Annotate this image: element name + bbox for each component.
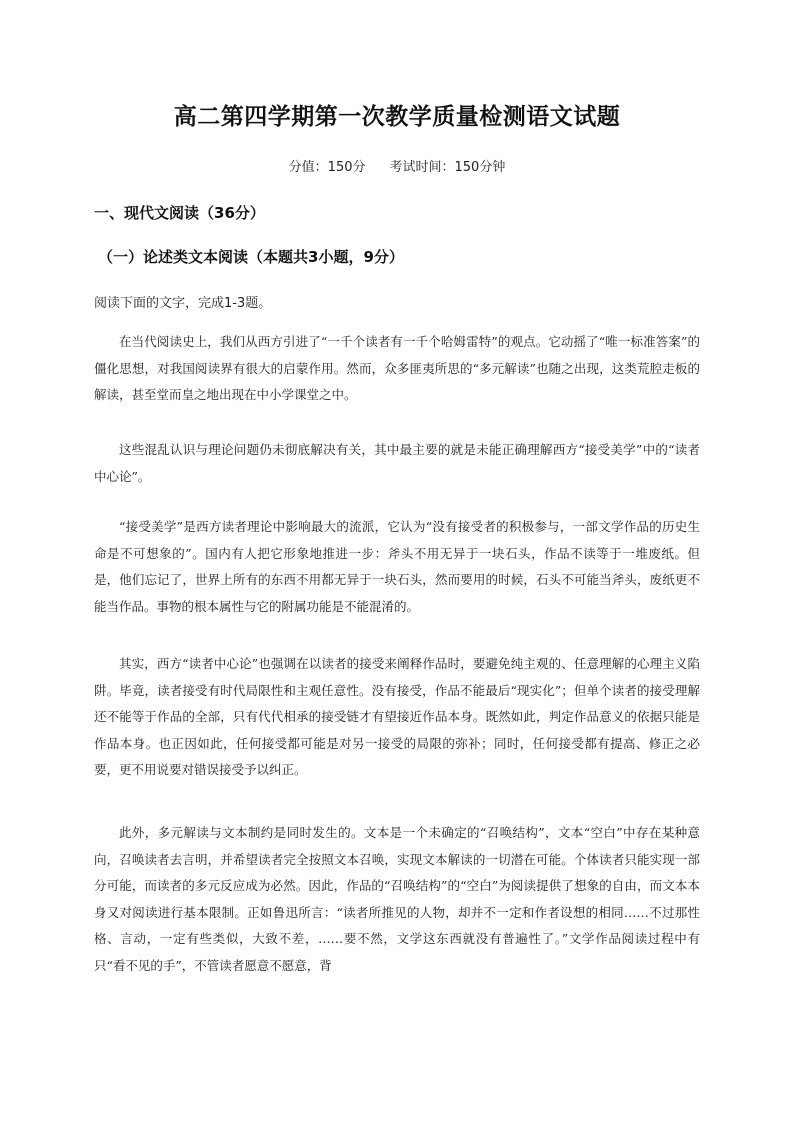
subsection-heading: （一）论述类文本阅读（本题共3小题，9分） [98, 248, 404, 266]
time-info: 考试时间：150分钟 [389, 160, 506, 175]
paragraph-2: 这些混乱认识与理论问题仍未彻底解决有关，其中最主要的就是未能正确理解西方“接受美学”中的“读者中心论”。 [94, 442, 700, 484]
paragraph-4: 其实，西方“读者中心论”也强调在以读者的接受来阐释作品时，要避免纯主观的、任意理解的心理主义陷阱。毕竟，读者接受有时代局限性和主观任意性。没有接受，作品不能最后“现实化”；但单个读者的接受理解还不能等于作品的全部，只有代代相承的接受链才有望接近作品本身。既然如此，判定作品意义的依据只能是作品本身。也正因如此，任何接受都可能是对另一接受的局限的弥补；同时，任何接受都有提高、修正之必要，更不用说要对错误接受予以纠正。 [94, 656, 700, 777]
instruction-text: 阅读下面的文字，完成1-3题。 [94, 296, 272, 311]
paragraph-5: 此外，多元解读与文本制约是同时发生的。文本是一个未确定的“召唤结构”，文本“空白”中存在某种意向，召唤读者去言明，并希望读者完全按照文本召唤，实现文本解读的一切潜在可能。个体读者只能实现一部分可能，而读者的多元反应成为必然。因此，作品的“召唤结构”的“空白”为阅读提供了想象的自由，而文本本身又对阅读进行基本限制。正如鲁迅所言：“读者所推见的人物，却并不一定和作者设想的相同……不过那性格、言动，一定有些类似，大致不差，……要不然，文学这东西就没有普遍性了。”文学作品阅读过程中有只“看不见的手”，不管读者愿意不愿意，背 [94, 825, 700, 973]
paragraph-3: “接受美学”是西方读者理论中影响最大的流派，它认为“没有接受者的积极参与，一部文学作品的历史生命是不可想象的”。国内有人把它形象地推进一步：斧头不用无异于一块石头，作品不读等于一堆废纸。但是，他们忘记了，世界上所有的东西不用都无异于一块石头，然而要用的时候，石头不可能当斧头，废纸更不能当作品。事物的根本属性与它的附属功能是不能混淆的。 [94, 519, 700, 614]
section-heading: 一、现代文阅读（36分） [94, 204, 265, 222]
score-info: 分值：150分 [288, 160, 366, 175]
page-title: 高二第四学期第一次教学质量检测语文试题 [173, 104, 621, 130]
paragraph-1: 在当代阅读史上，我们从西方引进了“一千个读者有一千个哈姆雷特”的观点。它动摇了“唯一标准答案”的僵化思想，对我国阅读界有很大的启蒙作用。然而，众多匪夷所思的“多元解读”也随之出现，这类荒腔走板的解读，甚至堂而皇之地出现在中小学课堂之中。 [94, 334, 700, 402]
exam-info [0, 156, 794, 175]
